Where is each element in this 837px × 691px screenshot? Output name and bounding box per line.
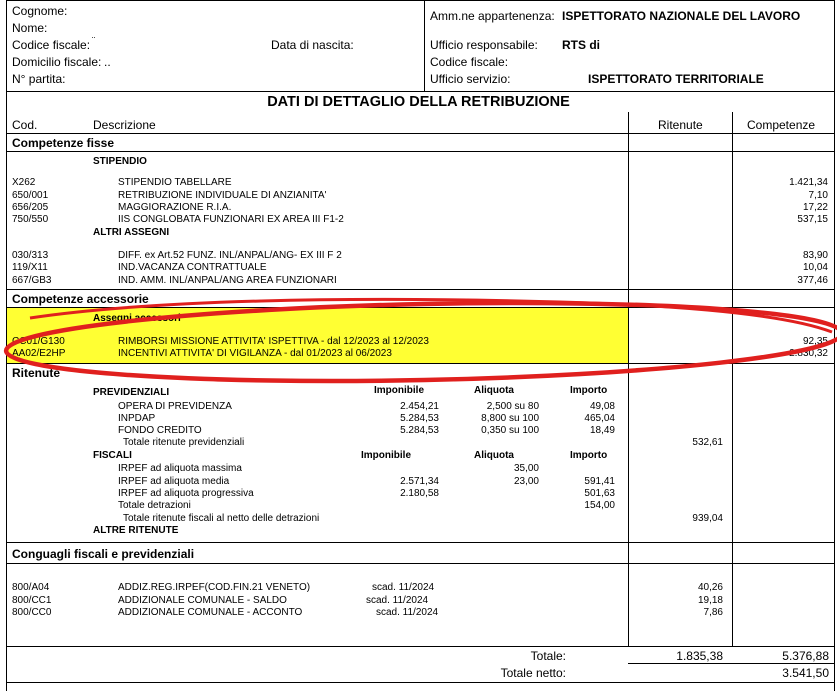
uff-serv-value: ISPETTORATO TERRITORIALE (588, 72, 764, 86)
prev-row-descr: FONDO CREDITO (118, 425, 202, 436)
hdr-imponibile: Imponibile (374, 385, 424, 396)
header-divider (424, 0, 425, 91)
table-row-rit: 7,86 (703, 607, 723, 618)
table-row-scad: scad. 11/2024 (372, 582, 435, 593)
ritenute-top-border (6, 363, 835, 364)
table-row-descr: IND. AMM. INL/ANPAL/ANG AREA FUNZIONARI (118, 275, 337, 286)
table-row-cod: 650/001 (12, 190, 49, 201)
bottom-border (6, 682, 835, 683)
fisc-row-descr: IRPEF ad aliquota media (118, 476, 230, 487)
col-divider-competenze (732, 112, 733, 646)
conguagli-border (6, 563, 835, 564)
table-row-descr: ADDIZ.REG.IRPEF(COD.FIN.21 VENETO) (118, 582, 311, 593)
table-row-comp: 92,35 (802, 336, 828, 347)
fiscali-title: FISCALI (93, 450, 132, 461)
table-row-comp: 10,04 (802, 262, 828, 273)
table-row-cod: 667/GB3 (12, 275, 52, 286)
competenze-accessorie-top-border (6, 289, 835, 290)
prev-row-aliq: 2,500 su 80 (486, 401, 539, 412)
netto-label: Totale netto: (500, 666, 566, 680)
totale-competenze-value: 5.376,88 (782, 649, 829, 663)
partita-label: N° partita: (12, 72, 66, 86)
fisc-row-importo: 501,63 (584, 488, 615, 499)
prev-row-descr: INPDAP (118, 413, 156, 424)
uff-resp-value: RTS di (562, 38, 600, 52)
prev-row-imp: 2.454,21 (400, 401, 439, 412)
domicilio-value: .. (104, 55, 111, 69)
col-header-descrizione: Descrizione (93, 118, 156, 132)
totali-top-border (6, 646, 835, 647)
altre-ritenute-title: ALTRE RITENUTE (93, 525, 179, 536)
conguagli-title: Conguagli fiscali e previdenziali (12, 547, 195, 561)
tot-fisc-value: 939,04 (692, 513, 723, 524)
table-row-cod: 750/550 (12, 214, 49, 225)
hdr-importo-fiscali: Importo (570, 450, 608, 461)
table-row-comp: 7,10 (808, 190, 828, 201)
col-header-ritenute: Ritenute (658, 118, 703, 132)
fisc-row-imp: 2.180,58 (400, 488, 439, 499)
table-row-comp: 83,90 (802, 250, 828, 261)
header-top-border (6, 0, 835, 1)
hdr-importo: Importo (570, 385, 608, 396)
table-row-descr: RIMBORSI MISSIONE ATTIVITA' ISPETTIVA - dal 12/2023 al 12/2023 (118, 336, 429, 347)
fisc-row-aliq: 35,00 (513, 463, 539, 474)
table-row-cod: 656/205 (12, 202, 49, 213)
stipendio-title: STIPENDIO (93, 156, 147, 167)
previdenziali-title: PREVIDENZIALI (93, 387, 170, 398)
uff-resp-label: Ufficio responsabile: (430, 38, 538, 52)
codice-fiscale-2-label: Codice fiscale: (430, 55, 509, 69)
table-row-descr: IND.VACANZA CONTRATTUALE (118, 262, 267, 273)
table-row-cod: X262 (12, 177, 36, 188)
netto-value: 3.541,50 (782, 666, 829, 680)
table-row-descr: ADDIZIONALE COMUNALE - ACCONTO (118, 607, 303, 618)
tot-prev-value: 532,61 (692, 437, 723, 448)
table-row-rit: 40,26 (697, 582, 723, 593)
ritenute-title: Ritenute (12, 366, 60, 380)
table-row-descr: ADDIZIONALE COMUNALE - SALDO (118, 595, 287, 606)
totale-separator (628, 663, 835, 664)
table-row-cod: AA02/E2HP (12, 348, 66, 359)
prev-row-importo: 18,49 (589, 425, 615, 436)
table-row-descr: STIPENDIO TABELLARE (118, 177, 232, 188)
totale-label: Totale: (530, 649, 566, 663)
competenze-fisse-title: Competenze fisse (12, 136, 115, 150)
tot-prev-label: Totale ritenute previdenziali (123, 437, 245, 448)
prev-row-imp: 5.284,53 (400, 425, 439, 436)
table-row-rit: 19,18 (697, 595, 723, 606)
table-row-cod: 800/CC0 (12, 607, 52, 618)
table-row-descr: RETRIBUZIONE INDIVIDUALE DI ANZIANITA' (118, 190, 327, 201)
col-header-cod: Cod. (12, 118, 38, 132)
prev-row-importo: 49,08 (589, 401, 615, 412)
codice-fiscale-value: ¨ (92, 36, 96, 47)
table-row-cod: 800/CC1 (12, 595, 52, 606)
fisc-row-importo: 154,00 (584, 500, 615, 511)
header-bottom-border (6, 91, 835, 92)
fisc-row-descr: IRPEF ad aliquota massima (118, 463, 242, 474)
hdr-aliquota-fiscali: Aliquota (474, 450, 514, 461)
fisc-row-descr: IRPEF ad aliquota progressiva (118, 488, 254, 499)
table-row-descr: MAGGIORAZIONE R.I.A. (118, 202, 232, 213)
table-row-descr: IIS CONGLOBATA FUNZIONARI EX AREA III F1-2 (118, 214, 344, 225)
uff-serv-label: Ufficio servizio: (430, 72, 511, 86)
table-row-cod: 030/313 (12, 250, 49, 261)
prev-row-importo: 465,04 (584, 413, 615, 424)
table-row-cod: 119/X11 (12, 262, 48, 273)
nome-label: Nome: (12, 21, 48, 35)
fisc-row-importo: 591,41 (584, 476, 615, 487)
hdr-imponibile-fiscali: Imponibile (361, 450, 411, 461)
page-title: DATI DI DETTAGLIO DELLA RETRIBUZIONE (267, 94, 570, 110)
prev-row-imp: 5.284,53 (400, 413, 439, 424)
table-row-comp: 17,22 (802, 202, 828, 213)
table-row-comp: 1.421,34 (789, 177, 828, 188)
codice-fiscale-label: Codice fiscale: (12, 38, 91, 52)
fisc-row-aliq: 23,00 (513, 476, 539, 487)
col-header-competenze: Competenze (747, 118, 816, 132)
amm-label: Amm.ne appartenenza: (430, 9, 555, 23)
assegni-accessori-title: Assegni accessori (93, 313, 181, 324)
table-row-descr: DIFF. ex Art.52 FUNZ. INL/ANPAL/ANG- EX III F 2 (118, 250, 342, 261)
prev-row-aliq: 8,800 su 100 (481, 413, 539, 424)
fisc-row-imp: 2.571,34 (400, 476, 439, 487)
totale-ritenute-value: 1.835,38 (676, 649, 723, 663)
prev-row-aliq: 0,350 su 100 (481, 425, 539, 436)
amm-value: ISPETTORATO NAZIONALE DEL LAVORO (562, 9, 801, 23)
fisc-row-descr: Totale detrazioni (118, 500, 191, 511)
conguagli-top-border (6, 542, 835, 543)
table-row-cod: CC01/G130 (12, 336, 65, 347)
table-row-comp: 2.830,32 (789, 348, 828, 359)
competenze-accessorie-title: Competenze accessorie (12, 292, 149, 306)
cognome-label: Cognome: (12, 4, 68, 18)
table-row-cod: 800/A04 (12, 582, 50, 593)
table-row-comp: 537,15 (797, 214, 828, 225)
domicilio-label: Domicilio fiscale: (12, 55, 102, 69)
altri-assegni-title: ALTRI ASSEGNI (93, 227, 170, 238)
table-row-scad: scad. 11/2024 (376, 607, 439, 618)
col-divider-ritenute (628, 112, 629, 646)
col-header-border (6, 133, 835, 134)
prev-row-descr: OPERA DI PREVIDENZA (118, 401, 232, 412)
data-nascita-label: Data di nascita: (271, 38, 354, 52)
table-row-scad: scad. 11/2024 (366, 595, 429, 606)
tot-fisc-label: Totale ritenute fiscali al netto delle detrazioni (123, 513, 320, 524)
hdr-aliquota: Aliquota (474, 385, 514, 396)
competenze-fisse-border (6, 151, 835, 152)
table-row-descr: INCENTIVI ATTIVITA' DI VIGILANZA - dal 01/2023 al 06/2023 (118, 348, 392, 359)
table-row-comp: 377,46 (797, 275, 828, 286)
